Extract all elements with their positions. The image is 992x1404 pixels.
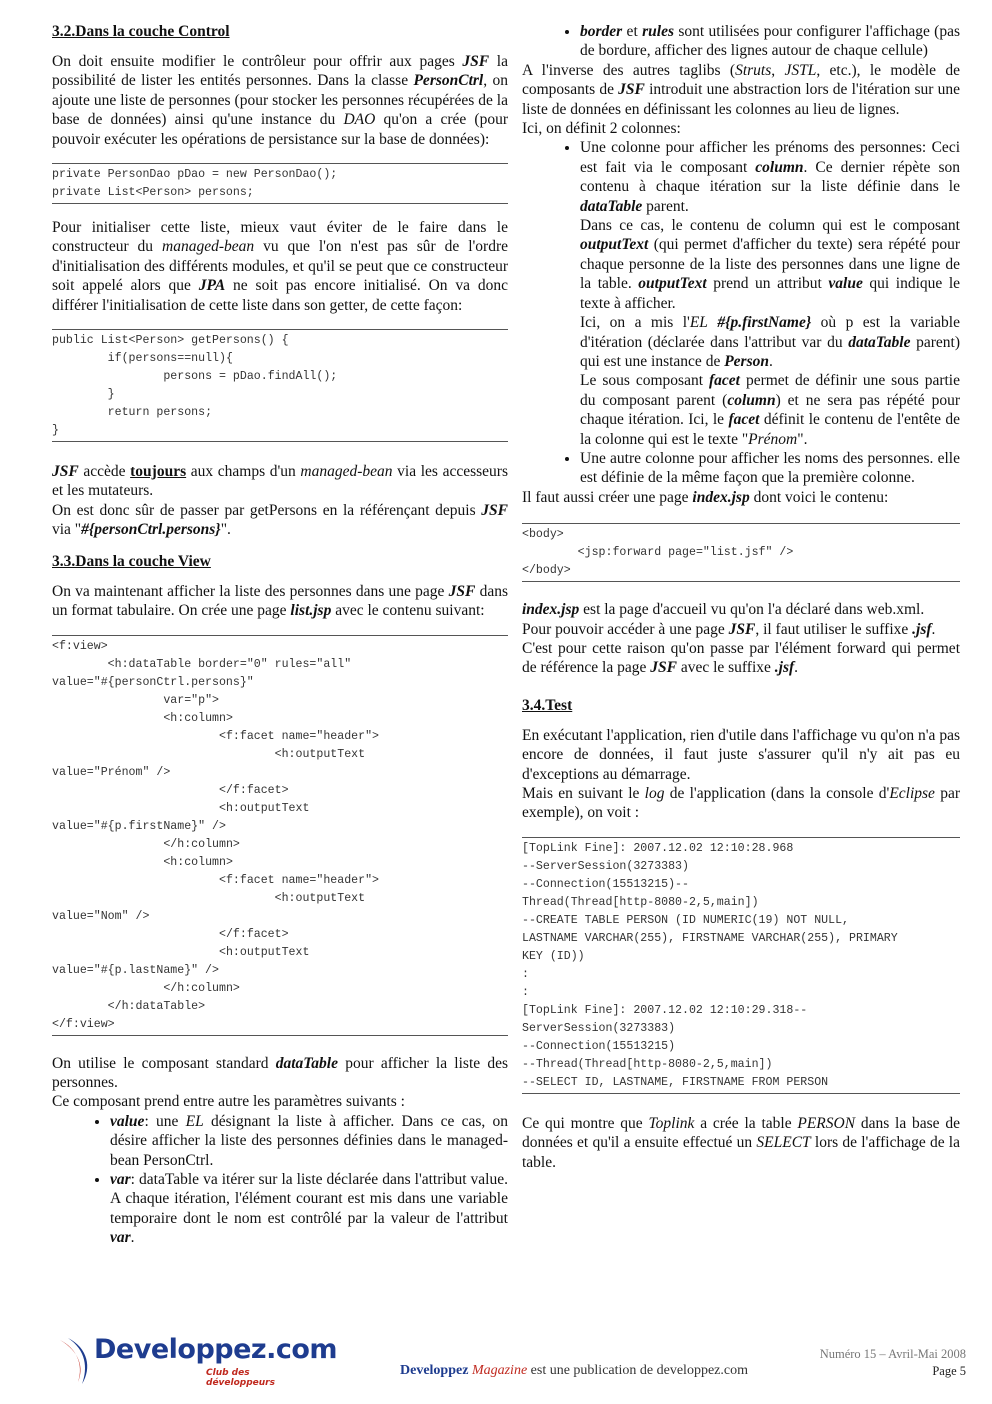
- footer-issue: [820, 1346, 966, 1380]
- developpez-logo: [54, 1334, 338, 1388]
- paragraph: Pour initialiser cette liste, mieux vaut éviter de le faire dans le constructeur du managed-bean vu que l'on n'est pas sûr de l'ordre d'initialisation des différents modules, et qu'il se peut que ce constructeur soit appelé alors que JPA ne soit pas encore initialisé. On va donc différer l'initialisation de cette liste dans son getter, de cette façon:: [52, 219, 509, 314]
- code-block: <f:view> <h:dataTable border="0" rules="all" value="#{personCtrl.persons}" var="p"> <h:column> <f:facet name="header"> <h:outputText value="Prénom" /> </f:facet> <h:outputText value="#{p.firstName}" /> </h:column> <h:column> <f:facet name="header"> <h:outputText value="Nom" /> </f:facet> <h:outputText value="#{p.lastName}" /> </h:column> </h:dataTable> </f:view>: [52, 635, 508, 1036]
- logo-subtitle: Club des développeurs: [206, 1368, 275, 1388]
- code-block: <body> <jsp:forward page="list.jsf" /> </body>: [522, 523, 960, 582]
- bullet-list: [522, 138, 960, 487]
- code-block: private PersonDao pDao = new PersonDao(); private List<Person> persons;: [52, 163, 508, 204]
- paragraph: Il faut aussi créer une page index.jsp dont voici le contenu:: [522, 488, 889, 506]
- paragraph: On est donc sûr de passer par getPersons en la référençant depuis JSF via "#{personCtrl.persons}".: [52, 501, 508, 539]
- issue-number: Numéro 15 – Avril-Mai 2008: [819, 1347, 966, 1361]
- logo-text: Developpez.com: [94, 1334, 338, 1365]
- paragraph: On utilise le composant standard dataTable pour afficher la liste des personnes.: [52, 1054, 508, 1091]
- code-block: [TopLink Fine]: 2007.12.02 12:10:28.968 --ServerSession(3273383) --Connection(15513215)-- Thread(Thread[http-8080-2,5,main]) --CREATE TABLE PERSON (ID NUMERIC(19) NOT NULL, LASTNAME VARCHAR(255), FIRSTNAME VARCHAR(255), PRIMARY KEY (ID)) : : [TopLink Fine]: 2007.12.02 12:10:29.318-- ServerSession(3273383) --Connection(15513215) --Thread(Thread[http-8080-2,5,main]) --SELECT ID, LASTNAME, FIRSTNAME FROM PERSON: [522, 837, 960, 1094]
- paragraph: Pour pouvoir accéder à une page JSF, il faut utiliser le suffixe .jsf.: [522, 620, 936, 638]
- paragraph: C'est pour cette raison qu'on passe par l'élément forward qui permet de référence la page JSF avec le suffixe .jsf.: [522, 639, 960, 677]
- paragraph: En exécutant l'application, rien d'utile dans l'affichage vu qu'on n'a pas encore de données, il faut juste s'assurer qu'il n'y ait pas eu d'exceptions au démarrage.: [522, 726, 960, 783]
- code-block: public List<Person> getPersons() { if(persons==null){ persons = pDao.findAll(); } return persons; }: [52, 329, 508, 442]
- list-item: • Une colonne pour afficher les prénoms des personnes: Ceci est fait via le composant column. Ce dernier répète son contenu à chaque itération sur la liste définie dans le dataTable parent. Dans ce cas, le contenu de column qui est le composant outputText (qui permet d'afficher du texte) sera répété pour chaque personne de la liste des personnes dans une ligne de la table. outputText prend un attribut value qui indique le texte à afficher. Ici, on a mis l'EL #{p.firstName} où p est la variable d'itération (déclarée dans l'attribut var du dataTable parent) qui est une instance de Person. Le sous composant facet permet de définir une sous partie du composant parent (column) et ne sera pas répété pour chaque itération. Ici, le facet définit le contenu de l'entête de la colonne qui est le texte "Prénom".: [580, 138, 960, 449]
- heading-3-4: 3.4.Test: [522, 696, 573, 714]
- paragraph: index.jsp est la page d'accueil vu qu'on l'a déclaré dans web.xml.: [522, 601, 925, 619]
- list-item: • Une autre colonne pour afficher les noms des personnes. elle est définie de la même façon que la première colonne.: [580, 449, 960, 488]
- paragraph: Mais en suivant le log de l'application (dans la console d'Eclipse par exemple), on voit :: [522, 785, 960, 822]
- heading-3-2: 3.2.Dans la couche Control: [52, 23, 230, 40]
- bullet-list: [52, 1112, 508, 1248]
- list-item: • value: une EL désignant la liste à afficher. Dans ce cas, on désire afficher la liste des personnes définies dans le managed-bean PersonCtrl.: [110, 1112, 508, 1170]
- paragraph: A l'inverse des autres taglibs (Struts, JSTL, etc.), le modèle de composants de JSF introduit une abstraction lors de l'itération sur une liste de données en définissant les colonnes au lieu de lignes.: [522, 61, 960, 118]
- logo-swoosh-icon: [54, 1334, 94, 1386]
- page-number: Page 5: [932, 1364, 966, 1378]
- right-column: [522, 22, 960, 1172]
- list-item: • border et rules sont utilisées pour configurer l'affichage (pas de bordure, afficher des lignes autour de chaque cellule): [580, 22, 960, 61]
- paragraph: Ici, on définit 2 colonnes:: [522, 120, 681, 138]
- left-column: [52, 22, 508, 1248]
- paragraph: Ce composant prend entre autre les paramètres suivants :: [52, 1093, 405, 1111]
- bullet-list: [522, 22, 960, 61]
- heading-3-3: 3.3.Dans la couche View: [52, 552, 211, 570]
- list-item: • var: dataTable va itérer sur la liste déclarée dans l'attribut value. A chaque itération, l'élément courant est mis dans une variable temporaire dont le nom est contrôlé par la valeur de l'attribut var.: [110, 1170, 508, 1248]
- paragraph: On va maintenant afficher la liste des personnes dans une page JSF dans un format tabulaire. On crée une page list.jsp avec le contenu suivant:: [52, 582, 508, 620]
- paragraph: On doit ensuite modifier le contrôleur pour offrir aux pages JSF la possibilité de lister les entités personnes. Dans la classe PersonCtrl, on ajoute une liste de personnes (pour stocker les personnes récupérées de la base de données) ainsi qu'une instance du DAO qu'on a crée (pour pouvoir exécuter les opérations de persistance sur la base de données):: [52, 53, 509, 148]
- paragraph: JSF accède toujours aux champs d'un managed-bean via les accesseurs et les mutateurs.: [52, 463, 508, 500]
- footer-publication: Developpez Magazine est une publication de developpez.com: [400, 1363, 748, 1378]
- paragraph: Ce qui montre que Toplink a crée la table PERSON dans la base de données et qu'il a ensuite effectué un SELECT lors de l'affichage de la table.: [522, 1114, 960, 1171]
